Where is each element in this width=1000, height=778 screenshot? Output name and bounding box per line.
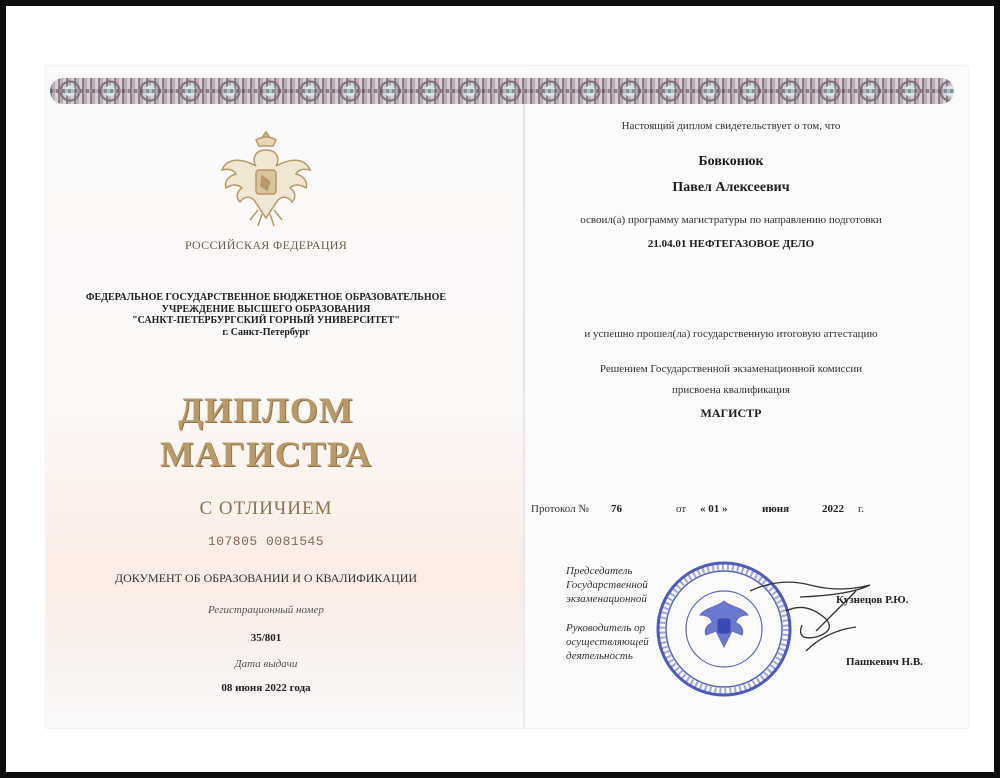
chair-title-line-3: экзаменационной [566, 593, 647, 605]
diploma-title-line-1: ДИПЛОМ [178, 390, 354, 430]
protocol-day: « 01 » [700, 503, 728, 515]
diploma-title [106, 388, 426, 476]
intro-text: Настоящий диплом свидетельствует о том, что [621, 120, 841, 132]
protocol-year: 2022 [822, 503, 844, 515]
coat-of-arms-icon [216, 126, 316, 236]
registration-number: 35/801 [250, 632, 282, 644]
decorative-ribbon [50, 78, 954, 104]
head-name: Пашкевич Н.В. [846, 656, 923, 668]
head-title-line-1: Руководитель ор [566, 622, 645, 634]
qualification-assigned-text: присвоена квалификация [672, 384, 790, 396]
page-spine [523, 96, 525, 728]
protocol-number: 76 [611, 503, 622, 515]
qualification: МАГИСТР [700, 406, 762, 420]
chair-title-line-1: Председатель [566, 565, 633, 577]
document-type: ДОКУМЕНТ ОБ ОБРАЗОВАНИИ И О КВАЛИФИКАЦИИ [114, 571, 418, 585]
organization-line-2: УЧРЕЖДЕНИЕ ВЫСШЕГО ОБРАЗОВАНИЯ [161, 303, 371, 315]
signature-scribble [746, 571, 876, 661]
diploma-spread [46, 66, 968, 728]
protocol-month: июня [762, 503, 790, 515]
serial-number: 107805 0081545 [207, 534, 325, 549]
exam-text: и успешно прошел(ла) государственную итоговую аттестацию [584, 328, 878, 340]
registration-label: Регистрационный номер [208, 604, 324, 616]
program-code: 21.04.01 НЕФТЕГАЗОВОЕ ДЕЛО [647, 238, 815, 250]
protocol-year-suffix: г. [858, 503, 865, 515]
country-label: РОССИЙСКАЯ ФЕДЕРАЦИЯ [184, 238, 348, 252]
protocol-label: Протокол № [531, 503, 589, 515]
chair-title-line-2: Государственной [566, 579, 648, 591]
head-title-line-3: деятельность [566, 650, 633, 662]
issuing-organization [66, 292, 466, 338]
document-frame [6, 6, 994, 772]
protocol-from: от [676, 503, 687, 515]
issue-date-label: Дата выдачи [234, 658, 298, 670]
graduate-surname: Бовконюк [698, 154, 764, 169]
program-text: освоил(а) программу магистратуры по направлению подготовки [580, 214, 882, 226]
head-title-line-2: осуществляющей [566, 636, 649, 648]
organization-city: г. Санкт-Петербург [222, 326, 310, 338]
graduate-given-names: Павел Алексеевич [672, 180, 790, 195]
diploma-title-line-2: МАГИСТРА [159, 434, 373, 474]
organization-line-1: ФЕДЕРАЛЬНОЕ ГОСУДАРСТВЕННОЕ БЮДЖЕТНОЕ ОБРАЗОВАТЕЛЬНОЕ [85, 292, 447, 303]
honors-label: С ОТЛИЧИЕМ [199, 498, 333, 519]
issue-date: 08 июня 2022 года [221, 682, 311, 694]
commission-decision-text: Решением Государственной экзаменационной комиссии [599, 363, 863, 375]
organization-line-3: "САНКТ-ПЕТЕРБУРГСКИЙ ГОРНЫЙ УНИВЕРСИТЕТ" [132, 315, 400, 326]
chair-name: Кузнецов Р.Ю. [836, 594, 909, 606]
